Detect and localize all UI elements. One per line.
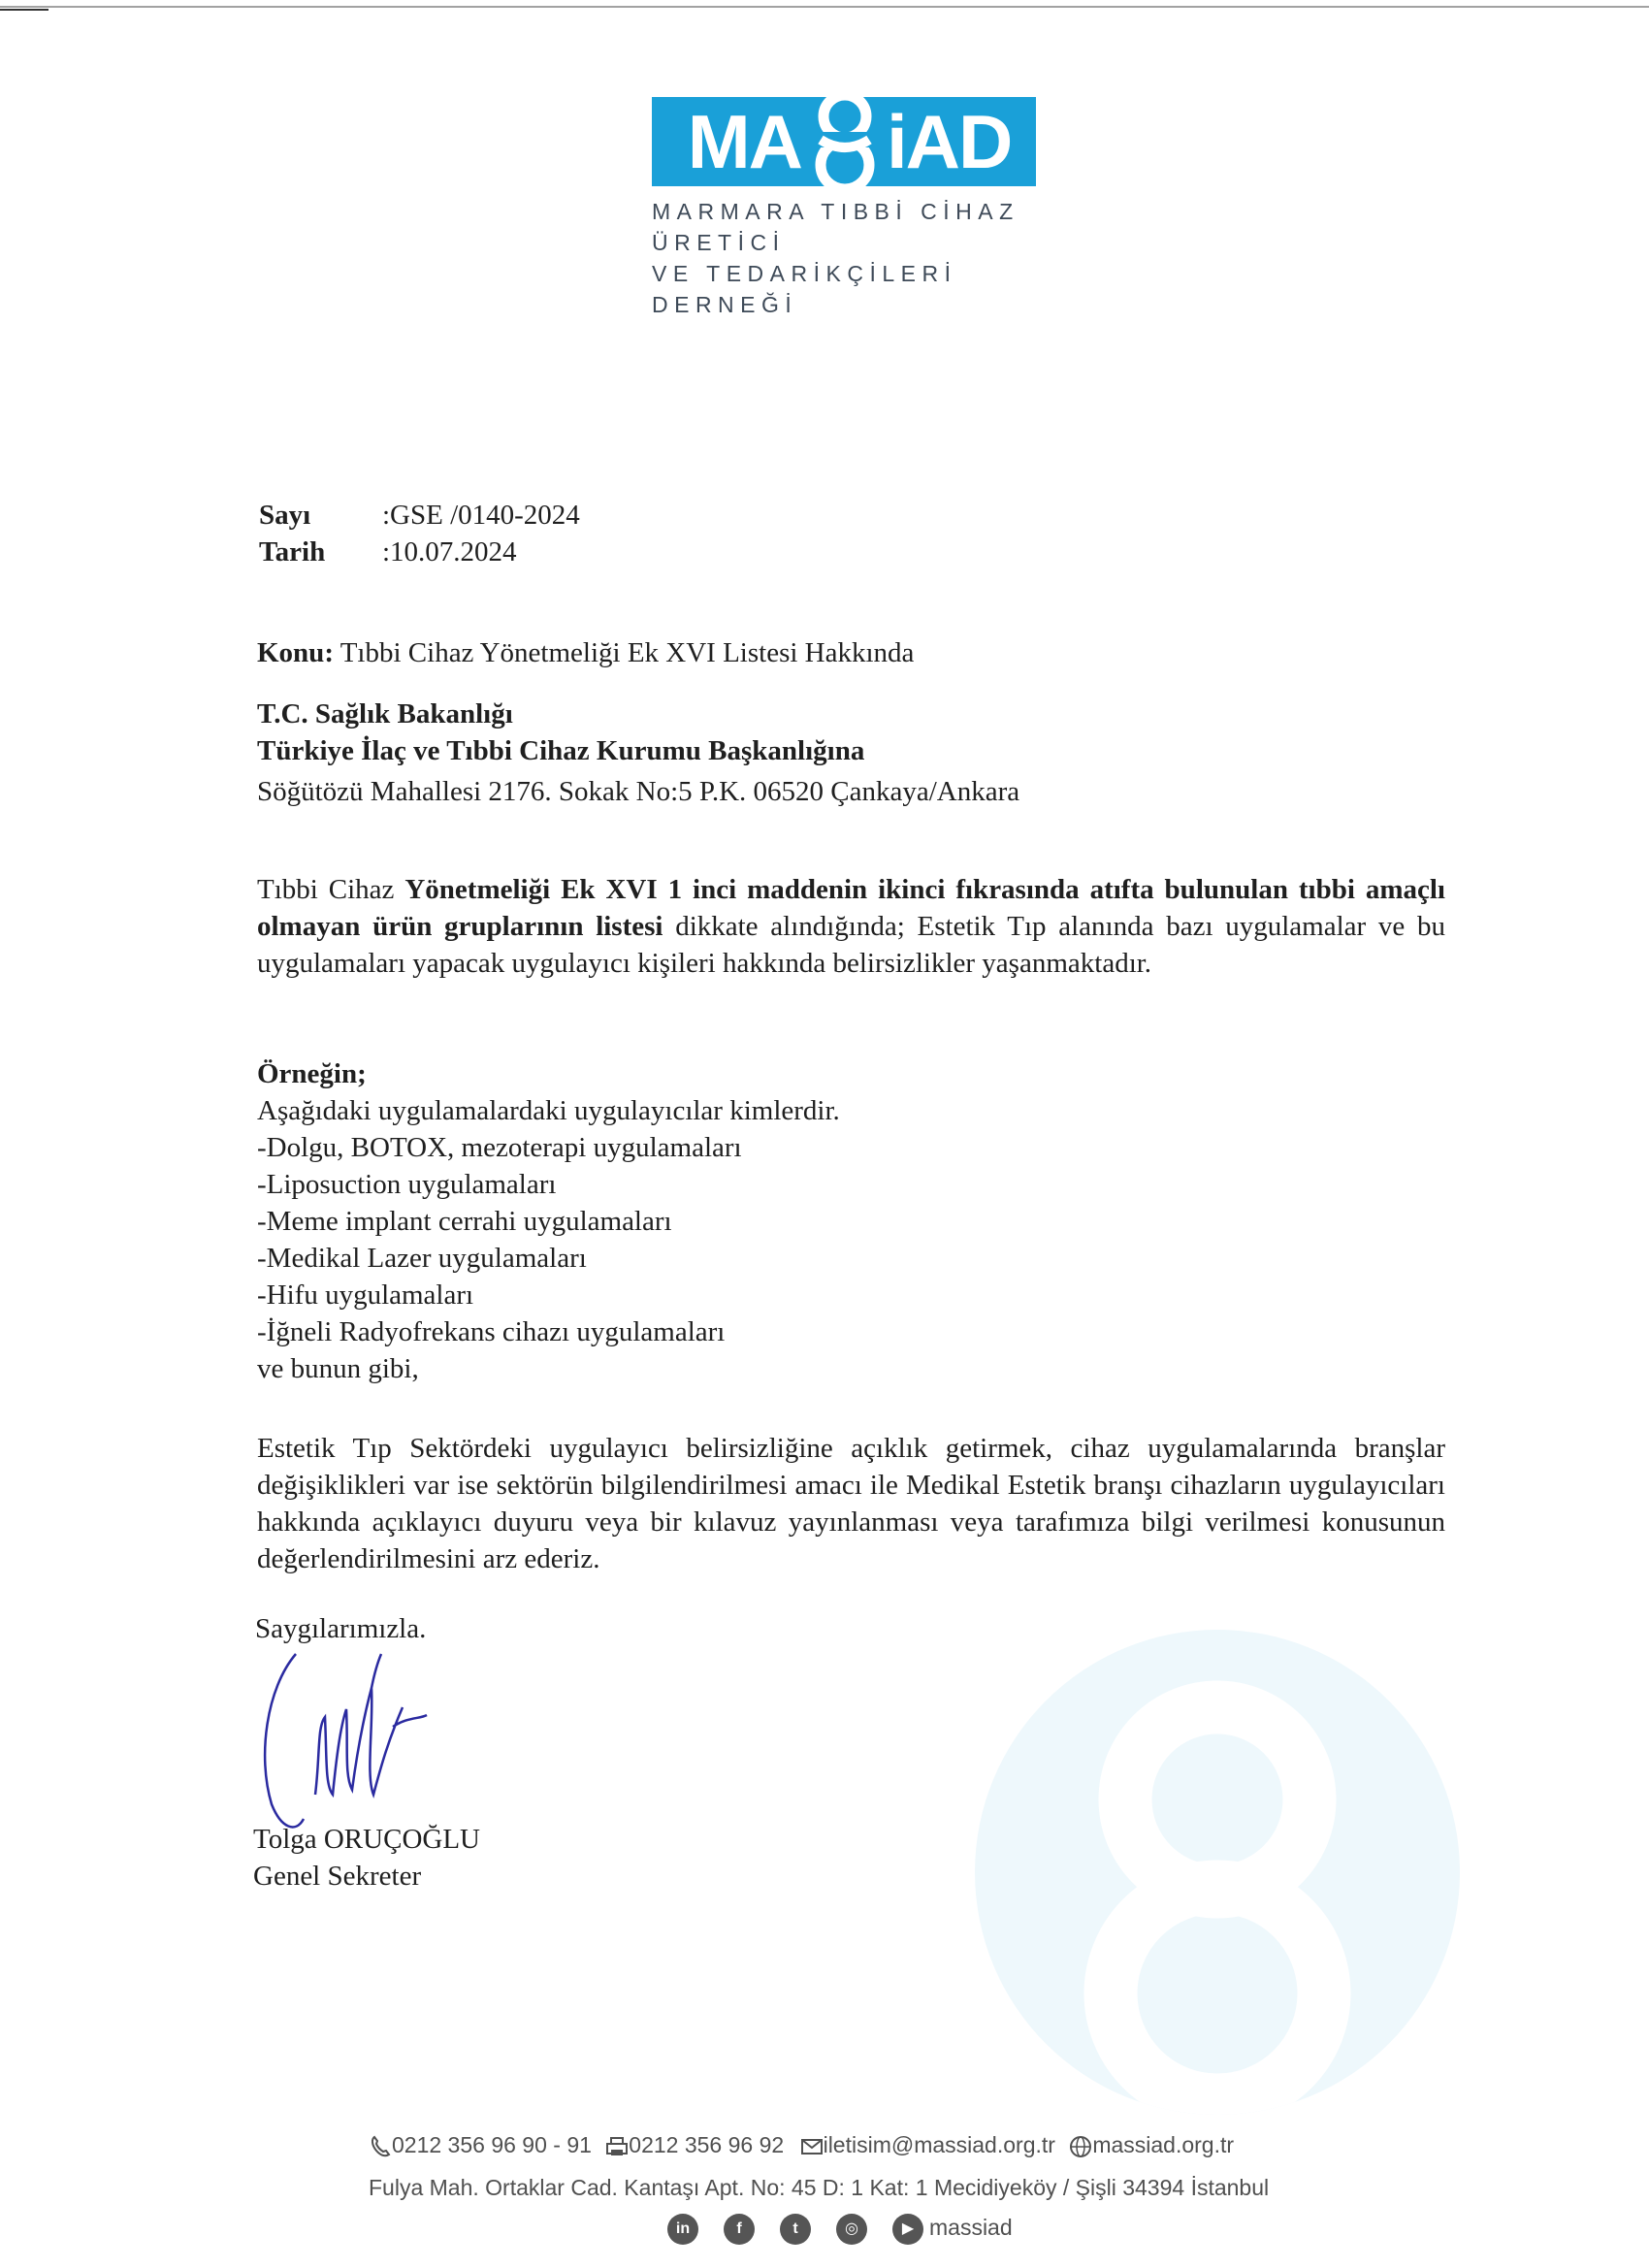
facebook-icon[interactable]: f	[724, 2214, 755, 2245]
body-paragraph-1	[257, 871, 1445, 982]
p1-bold: Yönetmeliği Ek XVI 1 inci maddenin ikinci fıkrasında atıfta bulunulan tıbbi amaçlı olmayan ürün gruplarının listesi	[257, 874, 1445, 942]
recipient-address: Söğütözü Mahallesi 2176. Sokak No:5 P.K. 06520 Çankaya/Ankara	[257, 776, 1020, 807]
logo-text: MA iAD	[687, 99, 1012, 184]
logo-subtitle-line-1: MARMARA TIBBİ CİHAZ ÜRETİCİ	[652, 199, 1019, 255]
signature	[257, 1649, 451, 1833]
footer-web[interactable]: massiad.org.tr	[1092, 2132, 1235, 2157]
instagram-icon[interactable]: ◎	[836, 2214, 867, 2245]
youtube-icon[interactable]: ▶	[892, 2214, 923, 2245]
logo-subtitle-line-2: VE TEDARİKÇİLERİ DERNEĞİ	[652, 261, 957, 317]
closing-salutation: Saygılarımızla.	[255, 1613, 427, 1644]
twitter-icon[interactable]: t	[780, 2214, 811, 2245]
footer-phone[interactable]: 0212 356 96 90 - 91	[392, 2132, 592, 2157]
example-item: -Liposuction uygulamaları	[257, 1169, 557, 1200]
footer-address: Fulya Mah. Ortaklar Cad. Kantaşı Apt. No: 45 D: 1 Kat: 1 Mecidiyeköy / Şişli 34394 İstanbul	[369, 2175, 1270, 2200]
subject-label: Konu:	[257, 637, 334, 668]
top-border-mark	[0, 9, 48, 11]
example-item: -Medikal Lazer uygulamaları	[257, 1243, 587, 1274]
fax-icon	[605, 2135, 629, 2158]
top-border-line	[0, 6, 1649, 8]
p1-start: Tıbbi Cihaz	[257, 874, 405, 905]
tarih-value: :10.07.2024	[382, 536, 517, 567]
email-icon	[800, 2135, 824, 2158]
logo-subtitle	[652, 196, 1036, 320]
recipient-line-1: T.C. Sağlık Bakanlığı	[257, 698, 513, 729]
example-item: -Meme implant cerrahi uygulamaları	[257, 1206, 672, 1237]
globe-icon	[1069, 2135, 1092, 2158]
example-item: -Hifu uygulamaları	[257, 1280, 474, 1311]
watermark-emblem-icon	[975, 1630, 1460, 2115]
sayi-label: Sayı	[259, 500, 311, 531]
linkedin-icon[interactable]: in	[667, 2214, 698, 2245]
footer-fax[interactable]: 0212 356 96 92	[629, 2132, 785, 2157]
footer-social-handle[interactable]: massiad	[929, 2215, 1013, 2241]
sayi-value: :GSE /0140-2024	[382, 500, 580, 531]
recipient-line-2: Türkiye İlaç ve Tıbbi Cihaz Kurumu Başkanlığına	[257, 735, 865, 766]
example-item: -Dolgu, BOTOX, mezoterapi uygulamaları	[257, 1132, 742, 1163]
p1-end: dikkate alındığında; Estetik Tıp alanında bazı uygulamalar ve bu uygulamaları yapacak uygulayıcı kişileri hakkında belirsizlikler yaşanmaktadır.	[257, 911, 1445, 979]
body-paragraph-2: Estetik Tıp Sektördeki uygulayıcı belirsizliğine açıklık getirmek, cihaz uygulamalarında branşlar değişiklikleri var ise sektörün bilgilendirilmesi amacı ile Medikal Estetik branşı cihazların uygulayıcıları hakkında açıklayıcı duyuru veya bir kılavuz yayınlanması veya tarafımıza bilgi verilmesi konusunun değerlendirilmesini arz ederiz.	[257, 1433, 1445, 1574]
subject-line	[257, 634, 914, 671]
footer-contact-line	[369, 2132, 1300, 2158]
closing-title: Genel Sekreter	[253, 1861, 422, 1892]
footer-email[interactable]: iletisim@massiad.org.tr	[823, 2132, 1055, 2157]
logo-watermark	[975, 1630, 1460, 2115]
massiad-logo	[652, 97, 1036, 186]
example-item: ve bunun gibi,	[257, 1353, 419, 1384]
phone-icon	[369, 2135, 392, 2158]
example-item: -İğneli Radyofrekans cihazı uygulamaları	[257, 1316, 726, 1347]
example-heading: Örneğin;	[257, 1058, 367, 1089]
tarih-label: Tarih	[259, 536, 326, 567]
footer-social-row	[667, 2214, 1599, 2245]
closing-name: Tolga ORUÇOĞLU	[253, 1824, 480, 1855]
subject-text: Tıbbi Cihaz Yönetmeliği Ek XVI Listesi Hakkında	[333, 637, 915, 668]
example-intro: Aşağıdaki uygulamalardaki uygulayıcılar kimlerdir.	[257, 1095, 840, 1126]
